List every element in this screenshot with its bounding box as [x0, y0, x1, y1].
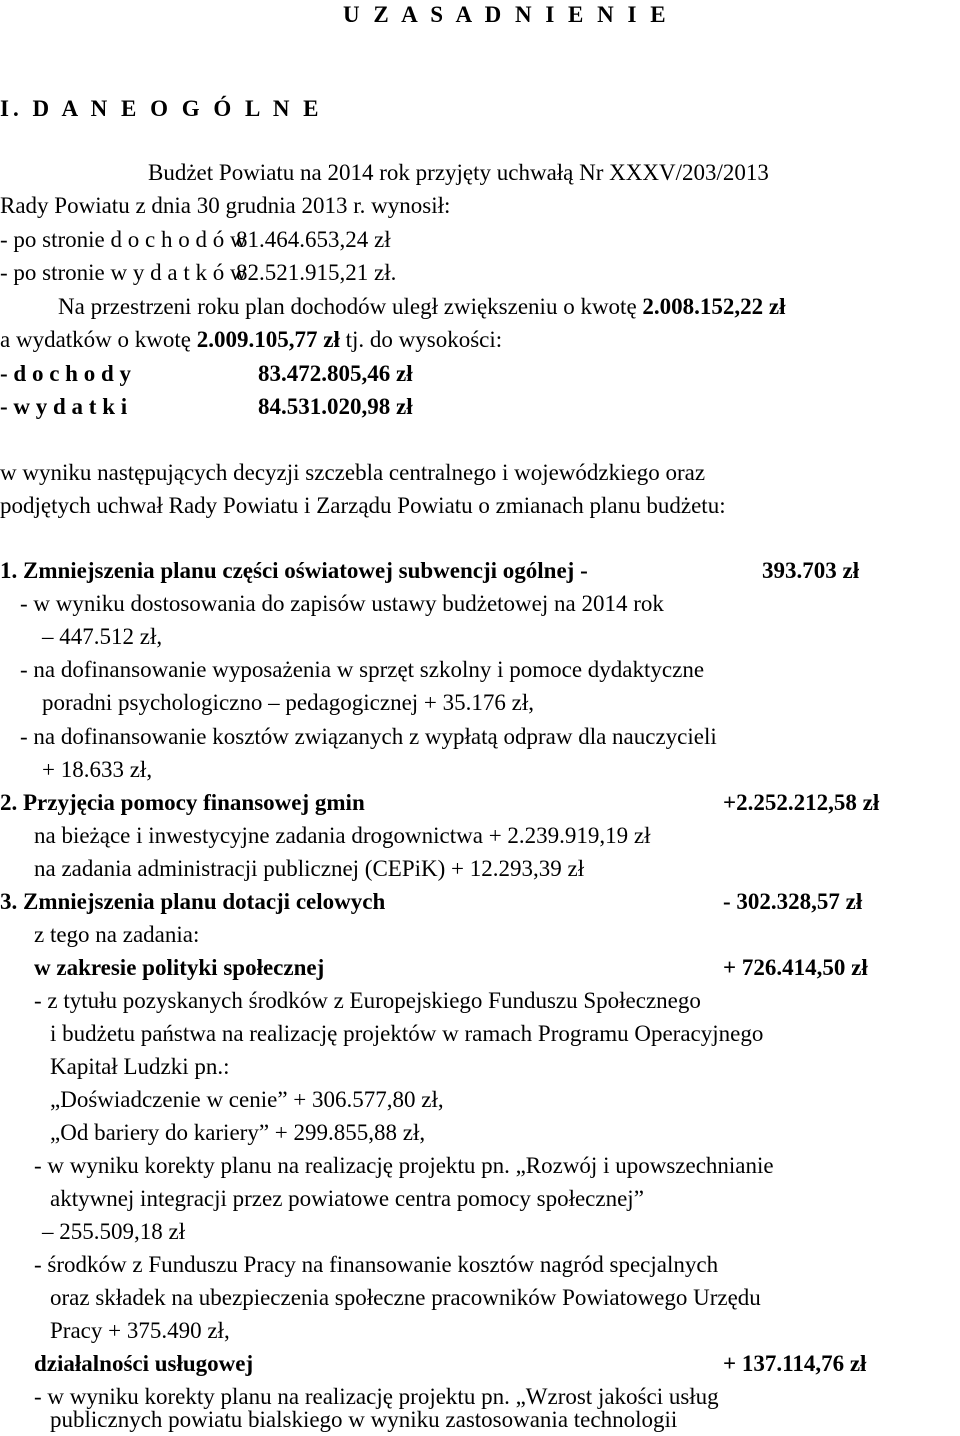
document-title: U Z A S A D N I E N I E	[343, 2, 670, 27]
services-label: działalności usługowej	[34, 1351, 254, 1376]
item-2-heading: 2. Przyjęcia pomocy finansowej gmin	[0, 790, 365, 815]
services-line: publicznych powiatu bialskiego w wyniku zastosowania technologii	[50, 1407, 678, 1432]
item-3-heading: 3. Zmniejszenia planu dotacji celowych	[0, 889, 386, 914]
item-3-heading-row	[0, 887, 863, 917]
social-policy-amount: + 726.414,50 zł	[723, 955, 868, 980]
item-1-line: - w wyniku dostosowania do zapisów ustawy budżetowej na 2014 rok	[20, 591, 664, 616]
expense-value: 82.521.915,21 zł.	[236, 260, 397, 285]
services-amount: + 137.114,76 zł	[723, 1351, 867, 1376]
item-1-line: poradni psychologiczno – pedagogicznej + 35.176 zł,	[42, 690, 535, 715]
expense-total-label: - w y d a t k i	[0, 394, 128, 419]
intro-line-2: Rady Powiatu z dnia 30 grudnia 2013 r. wynosił:	[0, 193, 451, 218]
social-line: Kapitał Ludzki pn.:	[50, 1054, 230, 1079]
intro-line-1: Budżet Powiatu na 2014 rok przyjęty uchwałą Nr XXXV/203/2013	[148, 160, 769, 185]
item-2-amount: +2.252.212,58 zł	[723, 790, 880, 815]
change-amount: 2.008.152,22 zł	[642, 294, 786, 319]
income-row	[0, 225, 391, 255]
social-line: „Od bariery do kariery” + 299.855,88 zł,	[50, 1120, 426, 1145]
section-heading: I. D A N E O G Ó L N E	[0, 96, 323, 121]
social-policy-row	[34, 953, 868, 983]
social-line: „Doświadczenie w cenie” + 306.577,80 zł,	[50, 1087, 444, 1112]
item-1-heading: 1. Zmniejszenia planu części oświatowej subwencji ogólnej -	[0, 558, 588, 583]
item-1-line: - na dofinansowanie wyposażenia w sprzęt szkolny i pomoce dydaktyczne	[20, 657, 705, 682]
result-line-2: podjętych uchwał Rady Powiatu i Zarządu Powiatu o zmianach planu budżetu:	[0, 493, 726, 518]
social-line: - środków z Funduszu Pracy na finansowanie kosztów nagród specjalnych	[34, 1252, 719, 1277]
item-3-subheading: z tego na zadania:	[34, 922, 200, 947]
expense-row	[0, 258, 397, 288]
services-row	[34, 1349, 867, 1379]
change-suffix: tj. do wysokości:	[339, 327, 503, 352]
item-1-line: + 18.633 zł,	[42, 757, 153, 782]
social-line: - w wyniku korekty planu na realizację projektu pn. „Rozwój i upowszechnianie	[34, 1153, 774, 1178]
change-text: a wydatków o kwotę	[0, 327, 197, 352]
income-value: 81.464.653,24 zł	[236, 227, 391, 252]
item-3-amount: - 302.328,57 zł	[723, 889, 863, 914]
income-label: - po stronie d o c h o d ó w	[0, 227, 247, 252]
social-line: – 255.509,18 zł	[42, 1219, 186, 1244]
social-line: aktywnej integracji przez powiatowe centra pomocy społecznej”	[50, 1186, 644, 1211]
expense-label: - po stronie w y d a t k ó w	[0, 260, 247, 285]
income-total-value: 83.472.805,46 zł	[258, 361, 413, 386]
expense-total-value: 84.531.020,98 zł	[258, 394, 413, 419]
social-line: i budżetu państwa na realizację projektów w ramach Programu Operacyjnego	[50, 1021, 764, 1046]
item-1-line: - na dofinansowanie kosztów związanych z wypłatą odpraw dla nauczycieli	[20, 724, 717, 749]
social-line: - z tytułu pozyskanych środków z Europejskiego Funduszu Społecznego	[34, 988, 701, 1013]
change-line-1	[58, 292, 786, 322]
expense-total-row	[0, 392, 413, 422]
social-policy-label: w zakresie polityki społecznej	[34, 955, 325, 980]
change-text: Na przestrzeni roku plan dochodów uległ zwiększeniu o kwotę	[58, 294, 643, 319]
item-2-line: na bieżące i inwestycyjne zadania drogownictwa + 2.239.919,19 zł	[34, 823, 651, 848]
change-line-2	[0, 325, 502, 355]
item-1-heading-row	[0, 556, 860, 586]
result-line-1: w wyniku następujących decyzji szczebla centralnego i wojewódzkiego oraz	[0, 460, 706, 485]
item-1-amount: 393.703 zł	[762, 558, 860, 583]
social-line: Pracy + 375.490 zł,	[50, 1318, 230, 1343]
income-total-row	[0, 359, 413, 389]
item-2-line: na zadania administracji publicznej (CEPiK) + 12.293,39 zł	[34, 856, 585, 881]
income-total-label: - d o c h o d y	[0, 361, 131, 386]
services-line: - w wyniku korekty planu na realizację projektu pn. „Wzrost jakości usług	[34, 1384, 719, 1409]
social-line: oraz składek na ubezpieczenia społeczne pracowników Powiatowego Urzędu	[50, 1285, 761, 1310]
item-1-line: – 447.512 zł,	[42, 624, 163, 649]
item-2-heading-row	[0, 788, 880, 818]
change-amount: 2.009.105,77 zł	[196, 327, 340, 352]
